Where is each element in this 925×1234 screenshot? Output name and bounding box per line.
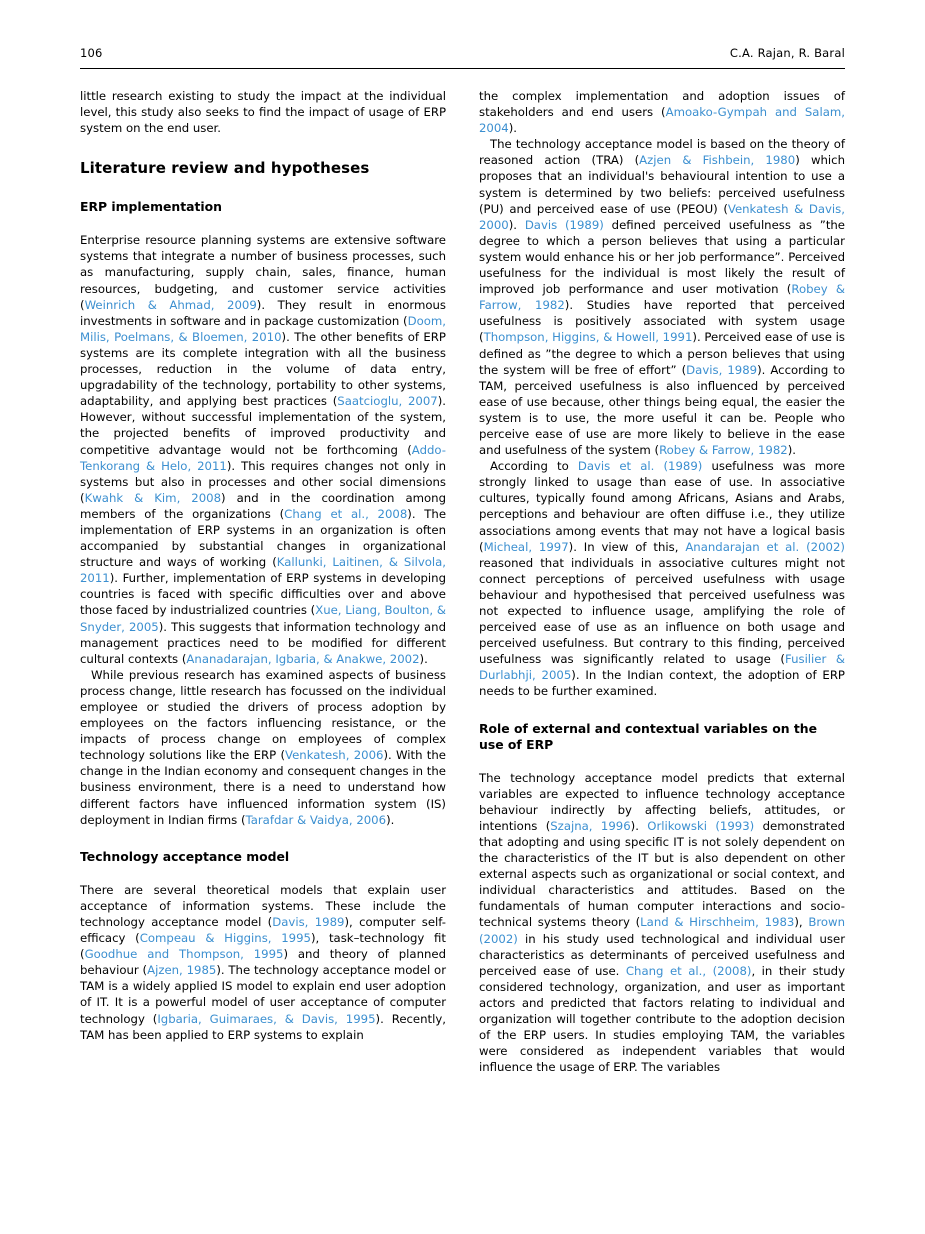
citation-link[interactable]: Davis, 1989 <box>686 362 758 377</box>
citation-link[interactable]: Orlikowski (1993) <box>647 818 755 833</box>
subsection-heading-technology-acceptance-model: Technology acceptance model <box>80 848 290 864</box>
citation-link[interactable]: Ananadarajan, Igbaria, & Anakwe, 2002 <box>186 651 420 666</box>
citation-link[interactable]: Fusilier & Durlabhji, 2005 <box>479 652 846 683</box>
citation-link[interactable]: Robey & Farrow, 1982 <box>659 443 788 458</box>
citation-link[interactable]: Micheal, 1997 <box>483 539 569 554</box>
citation-link[interactable]: Ajzen, 1985 <box>147 963 217 978</box>
subsection-heading-erp-implementation: ERP implementation <box>80 199 223 215</box>
citation-link[interactable]: Venkatesh, 2006 <box>285 748 384 763</box>
citation-link[interactable]: Doom, Milis, Poelmans, & Bloemen, 2010 <box>80 313 446 344</box>
paragraph-associative-cultures: According to Davis et al. (1989) usefulness was more strongly linked to usage than ease of use. In associative cultures, typically found among Africans, Asians and Arabs, perceptions and behaviour are often diffuse i.e., they utilize associations among events that may not have a logical basis (Micheal, 1997). In view of this, Anandarajan et al. (2002) reasoned that individuals in associative cultures might not connect perceptions of perceived usefulness with usage behaviour and hypothesised that perceived usefulness was not expected to influence usage, amplifying the role of perceived ease of use as an influence on both usage and perceived usefulness. But contrary to this finding, perceived usefulness was significantly related to usage (Fusilier & Durlabhji, 2005). In the Indian context, the adoption of ERP needs to be further examined. <box>479 459 846 699</box>
header-rule <box>80 68 845 69</box>
section-heading-literature-review: Literature review and hypotheses <box>80 159 370 178</box>
citation-link[interactable]: Saatcioglu, 2007 <box>337 394 438 409</box>
citation-link[interactable]: Azjen & Fishbein, 1980 <box>639 153 796 168</box>
paragraph-tam-theory: The technology acceptance model is based on the theory of reasoned action (TRA) (Azjen & Fishbein, 1980) which proposes that an individual's behavioural intention to use a system is determined by two beliefs: perceived usefulness (PU) and perceived ease of use (PEOU) (Venkatesh & Davis, 2000). Davis (1989) defined perceived usefulness as ”the degree to which a person believes that using a particular system would enhance his or her job performance”. Perceived usefulness for the individual is most likely the result of improved job performance and user motivation (Robey & Farrow, 1982). Studies have reported that perceived usefulness is positively associated with system usage (Thompson, Higgins, & Howell, 1991). Perceived ease of use is defined as ”the degree to which a person believes that using the system will be free of effort” (Davis, 1989). According to TAM, perceived usefulness is also influenced by perceived ease of use because, other things being equal, the easier the system is to use, the more useful it can be. People who perceive ease of use are more likely to believe in the ease and usefulness of the system (Robey & Farrow, 1982). <box>479 137 846 458</box>
citation-link[interactable]: Kallunki, Laitinen, & Silvola, 2011 <box>80 555 447 586</box>
citation-link[interactable]: Weinrich & Ahmad, 2009 <box>84 297 257 312</box>
citation-link[interactable]: Thompson, Higgins, & Howell, 1991 <box>483 330 693 345</box>
citation-link[interactable]: Addo-Tenkorang & Helo, 2011 <box>80 442 446 473</box>
citation-link[interactable]: Chang et al., (2008) <box>625 963 752 978</box>
running-head <box>80 46 845 60</box>
citation-link[interactable]: Land & Hirschheim, 1983 <box>640 915 795 930</box>
citation-link[interactable]: Igbaria, Guimaraes, & Davis, 1995 <box>157 1011 376 1026</box>
running-head-authors: C.A. Rajan, R. Baral <box>729 46 845 60</box>
page-number: 106 <box>80 46 103 60</box>
citation-link[interactable]: Anandarajan et al. (2002) <box>685 539 845 554</box>
citation-link[interactable]: Venkatesh & Davis, 2000 <box>479 201 845 232</box>
citation-link[interactable]: Davis et al. (1989) <box>577 459 703 474</box>
left-column <box>80 88 446 1168</box>
citation-link[interactable]: Kwahk & Kim, 2008 <box>84 490 222 505</box>
citation-link[interactable]: Chang et al., 2008 <box>284 506 408 521</box>
citation-link[interactable]: Davis (1989) <box>524 217 604 232</box>
paragraph-tam-1: There are several theoretical models that explain user acceptance of information systems. These include the technology acceptance model (Davis, 1989), computer self-efficacy (Compeau & Higgins, 1995), task–technology fit (Goodhue and Thompson, 1995) and theory of planned behaviour (Ajzen, 1985). The technology acceptance model or TAM is a widely applied IS model to explain end user adoption of IT. It is a powerful model of user acceptance of computer technology (Igbaria, Guimaraes, & Davis, 1995). Recently, TAM has been applied to ERP systems to explain <box>80 882 446 1042</box>
citation-link[interactable]: Tarafdar & Vaidya, 2006 <box>245 812 387 827</box>
citation-link[interactable]: Davis, 1989 <box>272 914 345 929</box>
citation-link[interactable]: Xue, Liang, Boulton, & Snyder, 2005 <box>80 603 446 634</box>
citation-link[interactable]: Szajna, 1996 <box>550 818 631 833</box>
citation-link[interactable]: Goodhue and Thompson, 1995 <box>84 947 284 962</box>
citation-link[interactable]: Amoako-Gympah and Salam, 2004 <box>479 105 845 136</box>
citation-link[interactable]: Compeau & Higgins, 1995 <box>139 931 311 946</box>
right-column <box>479 88 845 1168</box>
paragraph-erp-1: Enterprise resource planning systems are extensive software systems that integrate a number of business processes, such as manufacturing, supply chain, sales, finance, human resources, budgeting, and customer service activities (Weinrich & Ahmad, 2009). They result in enormous investments in software and in package customization (Doom, Milis, Poelmans, & Bloemen, 2010). The other benefits of ERP systems are its complete integration with all the business processes, reduction in the volume of data entry, upgradability of the technology, portability to other systems, adaptability, and applying best practices (Saatcioglu, 2007). However, without successful implementation of the system, the projected benefits of improved productivity and competitive advantage would not be forthcoming (Addo-Tenkorang & Helo, 2011). This requires changes not only in systems but also in processes and other social dimensions (Kwahk & Kim, 2008) and in the coordination among members of the organizations (Chang et al., 2008). The implementation of ERP systems in an organization is often accompanied by substantial changes in organizational structure and ways of working (Kallunki, Laitinen, & Silvola, 2011). Further, implementation of ERP systems in developing countries is faced with specific difficulties over and above those faced by industrialized countries (Xue, Liang, Boulton, & Snyder, 2005). This suggests that information technology and management practices need to be modified for different cultural contexts (Ananadarajan, Igbaria, & Anakwe, 2002). <box>80 233 447 666</box>
paragraph-continued: little research existing to study the impact at the individual level, this study also seeks to find the impact of usage of ERP system on the end user. <box>80 89 446 136</box>
paragraph-erp-2: While previous research has examined aspects of business process change, little research has focussed on the individual employee or studied the drivers of process adoption by employees on the factors influencing resistance, or the impacts of process change on employees of complex technology solutions like the ERP (Venkatesh, 2006). With the change in the Indian economy and consequent changes in the business environment, there is a need to understand how different factors have influenced information system (IS) deployment in Indian firms (Tarafdar & Vaidya, 2006). <box>80 667 446 827</box>
citation-link[interactable]: Robey & Farrow, 1982 <box>479 282 846 313</box>
two-column-body <box>80 88 845 1168</box>
paragraph-continued-right: the complex implementation and adoption issues of stakeholders and end users (Amoako-Gympah and Salam, 2004). <box>479 89 845 136</box>
paragraph-external-variables: The technology acceptance model predicts that external variables are expected to influence technology acceptance behaviour indirectly by affecting beliefs, attitudes, or intentions (Szajna, 1996). Orlikowski (1993) demonstrated that adopting and using specific IT is not solely dependent on the characteristics of the IT but is also dependent on other external aspects such as organizational or social context, and individual characteristics and attitudes. Based on the fundamentals of human computer interactions and socio-technical systems theory (Land & Hirschheim, 1983), Brown (2002) in his study used technological and individual user characteristics as determinants of perceived usefulness and perceived ease of use. Chang et al., (2008), in their study considered technology, organization, and user as important actors and predicted that factors relating to individual and organization will together contribute to the adoption decision of the ERP users. In studies employing TAM, the variables were considered as independent variables that would influence the usage of ERP. The variables <box>479 770 845 1075</box>
subsection-heading-role-of-external-variables: Role of external and contextual variables on the use of ERP <box>479 720 818 752</box>
citation-link[interactable]: Brown (2002) <box>479 915 845 946</box>
